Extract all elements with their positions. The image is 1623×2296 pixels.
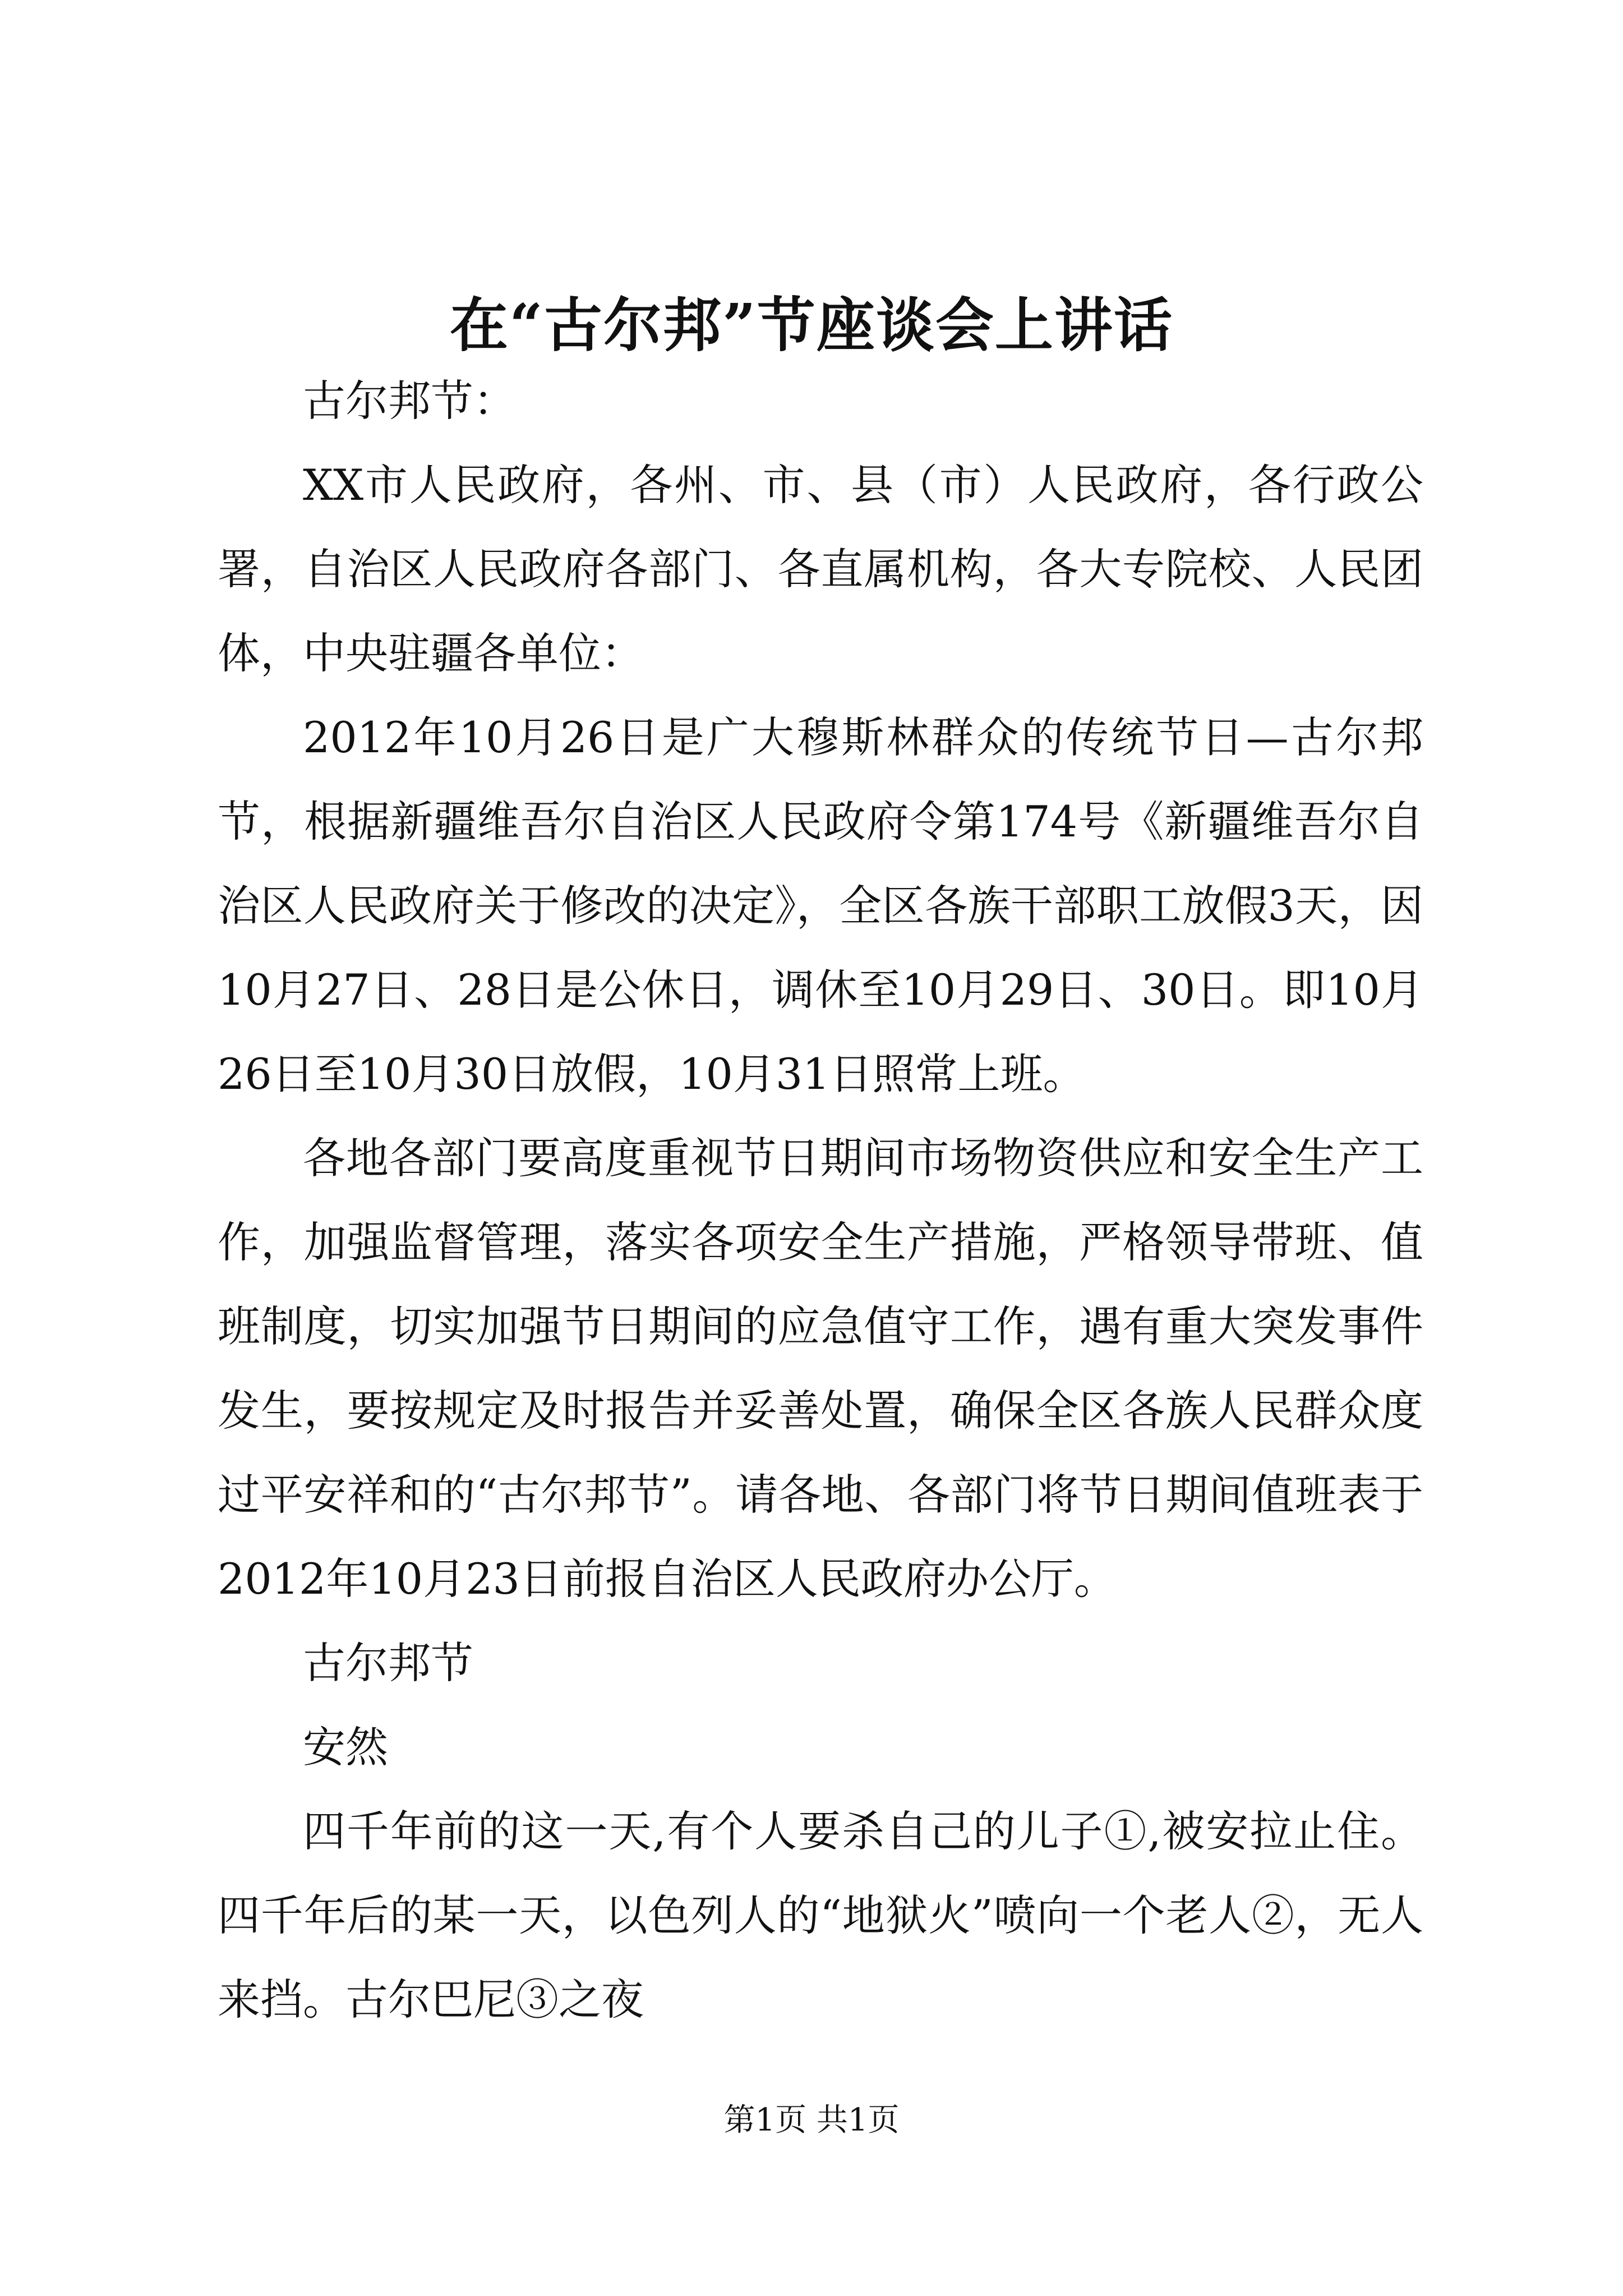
salutation-paragraph: 古尔邦节： [303,376,516,426]
addressee-paragraph: XX市人民政府，各州、市、县（市）人民政府，各行政公署，自治区人民政府各部门、各直属机构，各大专院校、人民团体，中央驻疆各单位： [218,460,1423,678]
section-heading-paragraph: 古尔邦节 [303,1638,473,1688]
page-footer: 第1页 共1页 [723,2102,900,2138]
essay-paragraph: 四千年前的这一天,有个人要杀自己的儿子①,被安拉止住。四千年后的某一天，以色列人的“地狱火”喷向一个老人②，无人来挡。古尔巴尼③之夜 [218,1806,1423,2024]
duty-requirements-paragraph: 各地各部门要高度重视节日期间市场物资供应和安全生产工作，加强监督管理，落实各项安全生产措施，严格领导带班、值班制度，切实加强节日期间的应急值守工作，遇有重大突发事件发生，要按规定及时报告并妥善处置，确保全区各族人民群众度过平安祥和的“古尔邦节”。请各地、各部门将节日期间值班表于2012年10月23日前报自治区人民政府办公厅。 [218,1133,1423,1604]
holiday-schedule-paragraph: 2012年10月26日是广大穆斯林群众的传统节日—古尔邦节，根据新疆维吾尔自治区人民政府令第174号《新疆维吾尔自治区人民政府关于修改的决定》，全区各族干部职工放假3天，因10月27日、28日是公休日，调休至10月29日、30日。即10月26日至10月30日放假，10月31日照常上班。 [218,712,1423,1099]
author-paragraph: 安然 [303,1722,388,1772]
document-title: 在“古尔邦”节座谈会上讲话 [450,291,1173,360]
document-body [218,359,1423,2042]
